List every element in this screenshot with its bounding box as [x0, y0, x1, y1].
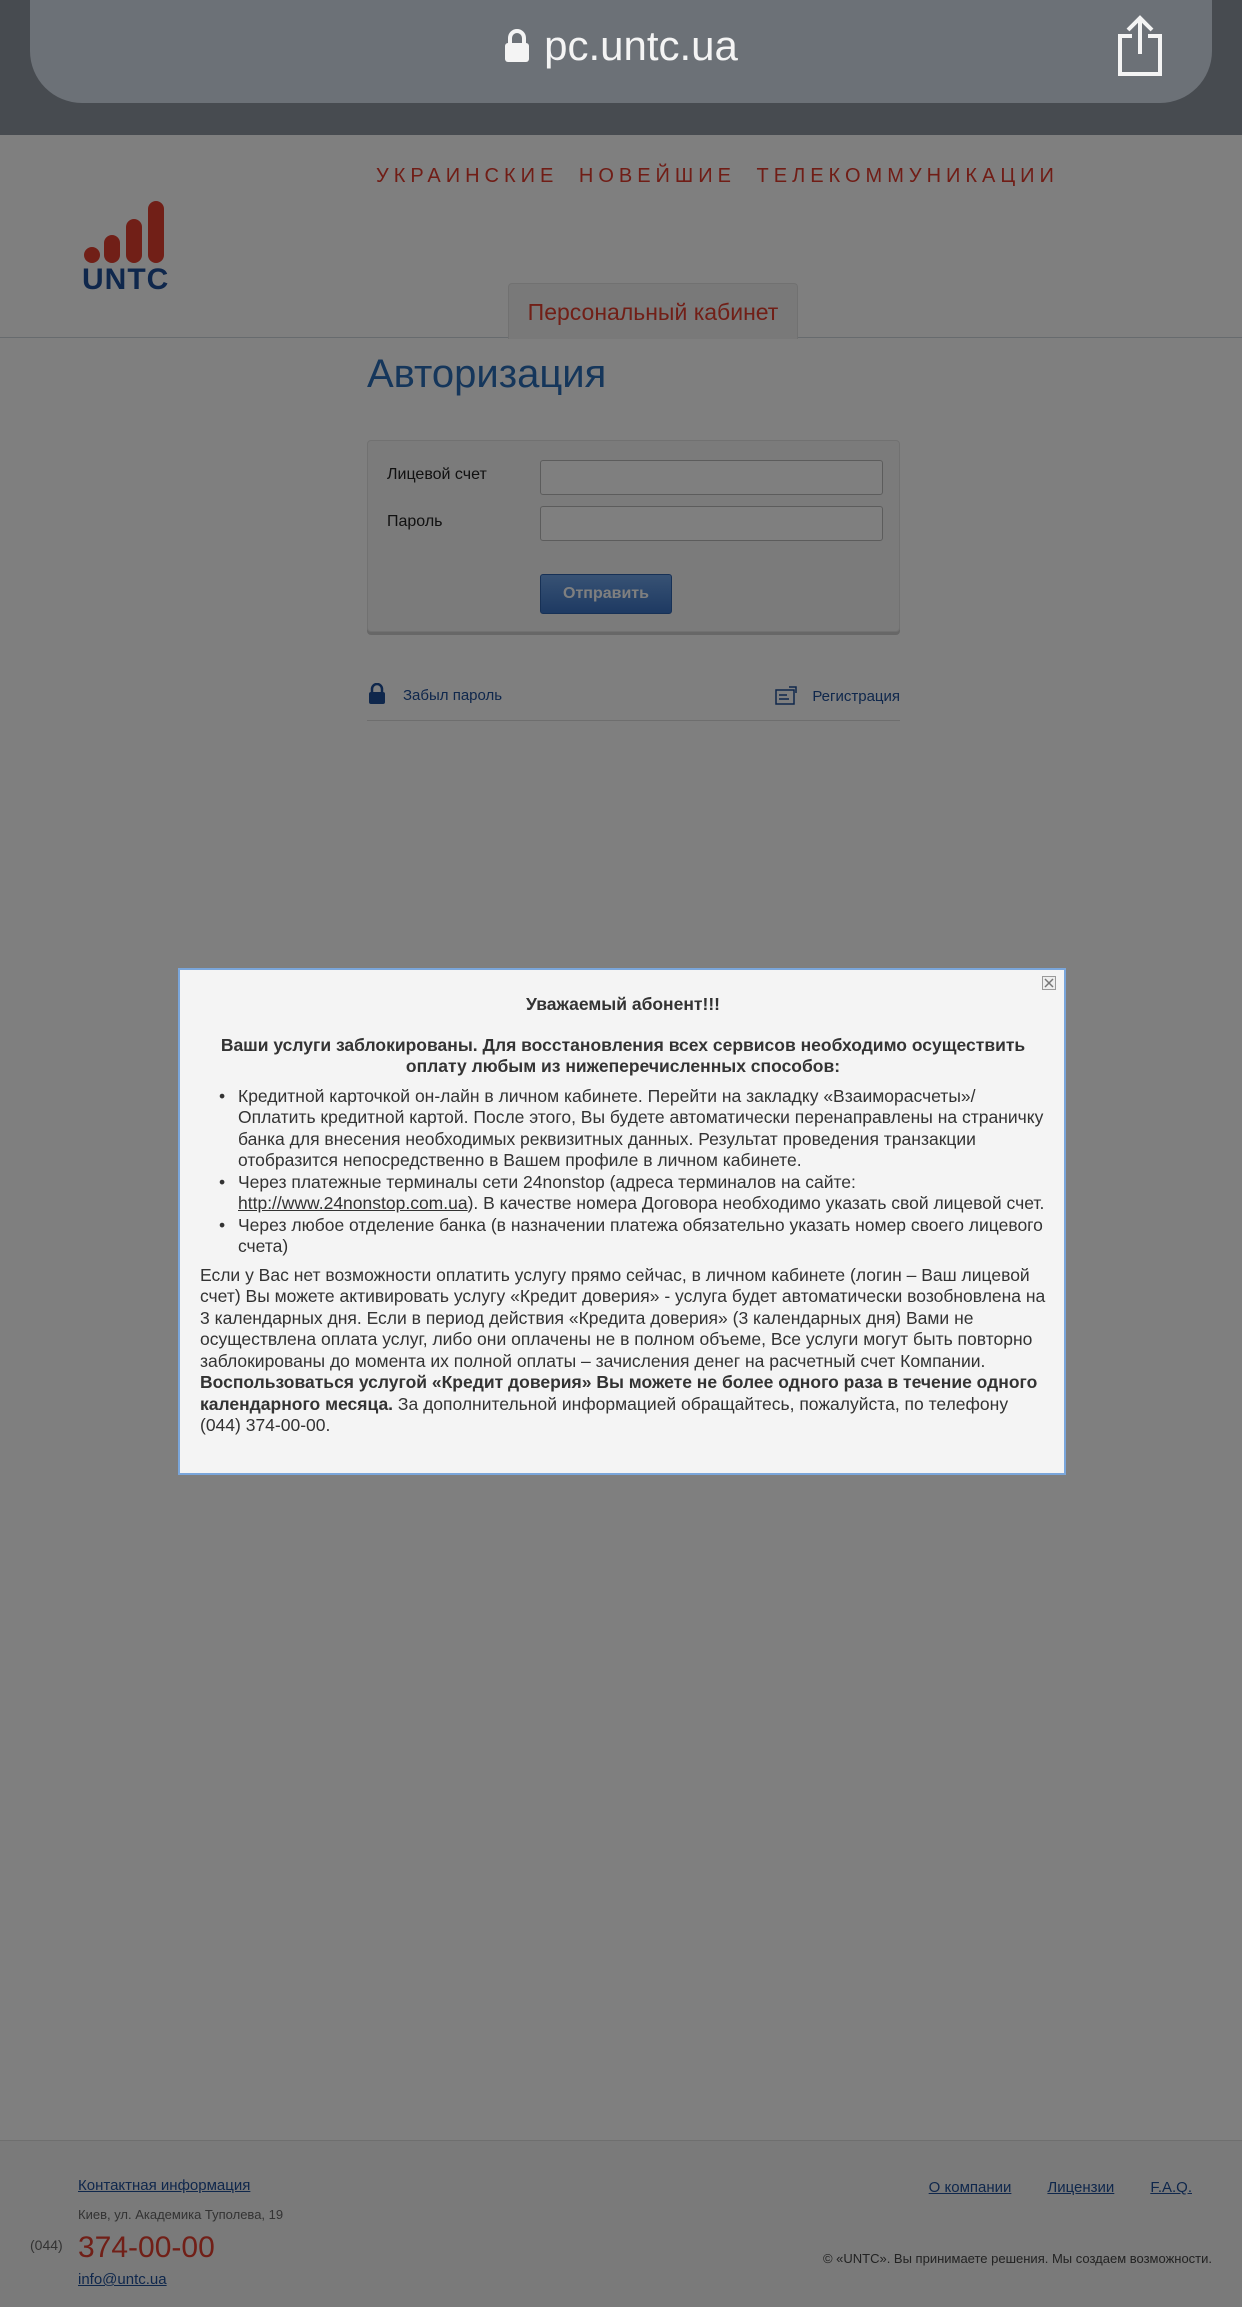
list-item: • Через платежные терминалы сети 24nonstop (адреса терминалов на сайте: http://www.24nonstop.com.ua). В качестве номера Договора необходимо указать свой лицевой счет.: [219, 1172, 1046, 1215]
payment-methods-list: [219, 1086, 1046, 1258]
dialog-subtitle: Ваши услуги заблокированы. Для восстановления всех сервисов необходимо осуществить оплату любым из нижеперечисленных способов:: [220, 1034, 1026, 1076]
dialog-body: [200, 994, 1046, 1437]
credit-trust-paragraph: Если у Вас нет возможности оплатить услугу прямо сейчас, в личном кабинете (логин – Ваш лицевой счет) Вы можете активировать услугу «Кредит доверия» - услуга будет автоматически возобновлена на 3 календарных дня. Если в период действия «Кредита доверия» (3 календарных дня) Вами не осуществлена оплата услуг, либо они оплачены не в полном объеме, Все услуги могут быть повторно заблокированы до момента их полной оплаты – зачисления денег на расчетный счет Компании. Воспользоваться услугой «Кредит доверия» Вы можете не более одного раза в течение одного календарного месяца. За дополнительной информацией обращайтесь, пожалуйста, по телефону (044) 374-00-00.: [200, 1264, 1046, 1435]
address-bar[interactable]: [30, 0, 1212, 103]
url-text: pc.untc.ua: [544, 22, 738, 69]
list-item: • Через любое отделение банка (в назначении платежа обязательно указать номер своего лицевого счета): [219, 1215, 1046, 1258]
close-icon[interactable]: [1042, 976, 1056, 990]
browser-toolbar: [0, 0, 1242, 135]
blocked-services-dialog: [178, 968, 1066, 1475]
terminals-link[interactable]: http://www.24nonstop.com.ua: [238, 1193, 468, 1213]
list-item: • Кредитной карточкой он-лайн в личном кабинете. Перейти на закладку «Взаиморасчеты»/Оплатить кредитной картой. После этого, Вы будете автоматически перенаправлены на страничку банка для внесения необходимых реквизитных данных. Результат проведения транзакции отобразится непосредственно в Вашем профиле в личном кабинете.: [219, 1086, 1046, 1172]
credit-trust-note: Воспользоваться услугой «Кредит доверия» Вы можете не более одного раза в течение одного календарного месяца.: [200, 1372, 1038, 1414]
share-icon[interactable]: [1112, 14, 1168, 78]
lock-icon: [504, 29, 530, 63]
dialog-title: Уважаемый абонент!!!: [525, 994, 720, 1014]
